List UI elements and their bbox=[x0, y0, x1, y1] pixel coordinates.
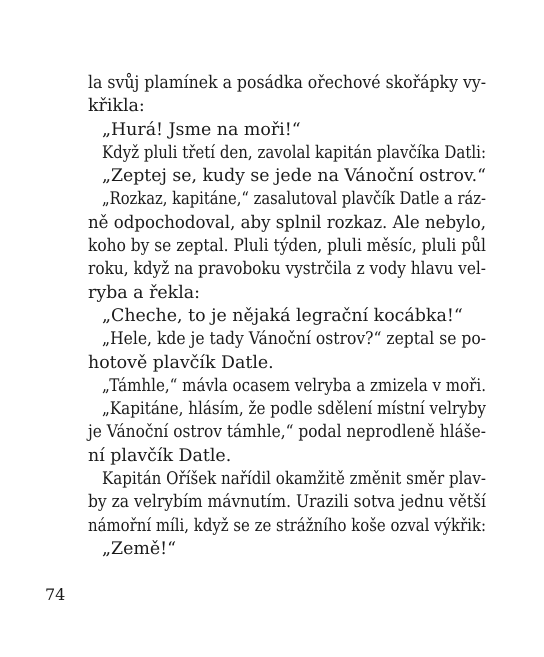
text-line: „Hurá! Jsme na moři!“ bbox=[102, 119, 301, 140]
text-line: „Kapitáne, hlásím, že podle sdělení místní velryby bbox=[102, 399, 486, 420]
text-line: ně odpochodoval, aby splnil rozkaz. Ale nebylo, bbox=[88, 212, 486, 233]
text-line: „Zeptej se, kudy se jede na Vánoční ostrov.“ bbox=[102, 166, 486, 187]
text-line: ní plavčík Datle. bbox=[88, 445, 232, 466]
text-line: hotově plavčík Datle. bbox=[88, 352, 274, 373]
text-line: „Cheche, to je nějaká legrační kocábka!“ bbox=[102, 305, 463, 326]
text-line: je Vánoční ostrov támhle,“ podal neprodleně hláše- bbox=[88, 422, 486, 443]
text-line: „Rozkaz, kapitáne,“ zasalutoval plavčík Datle a ráz- bbox=[102, 189, 486, 210]
text-line: Když pluli třetí den, zavolal kapitán plavčíka Datli: bbox=[102, 142, 486, 163]
text-line: „Támhle,“ mávla ocasem velryba a zmizela v moři. bbox=[102, 375, 486, 396]
body-text bbox=[88, 72, 486, 561]
text-line: roku, když na pravoboku vystrčila z vody hlavu vel- bbox=[88, 259, 486, 280]
text-line: „Země!“ bbox=[102, 538, 177, 559]
text-line: Kapitán Oříšek nařídil okamžitě změnit směr plav- bbox=[102, 469, 486, 490]
text-line: la svůj plamínek a posádka ořechové skořápky vy- bbox=[88, 73, 486, 93]
text-line: koho by se zeptal. Pluli týden, pluli měsíc, pluli půl bbox=[88, 236, 486, 257]
text-line: „Hele, kde je tady Vánoční ostrov?“ zeptal se po- bbox=[102, 329, 486, 350]
page-number: 74 bbox=[45, 585, 66, 604]
text-line: by za velrybím mávnutím. Urazili sotva jednu větší bbox=[88, 492, 486, 513]
text-line: ryba a řekla: bbox=[88, 282, 200, 303]
text-line: křikla: bbox=[88, 96, 145, 117]
text-line: námořní míli, když se ze strážního koše ozval výkřik: bbox=[88, 515, 486, 536]
